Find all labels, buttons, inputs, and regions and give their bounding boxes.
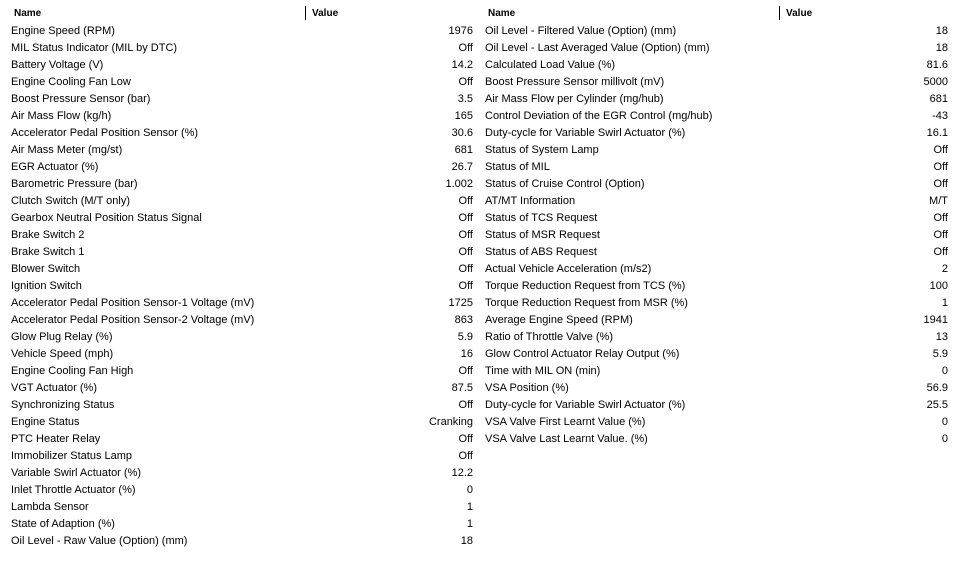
parameter-value: 1 (466, 501, 473, 513)
parameter-value: M/T (929, 195, 948, 207)
table-row[interactable] (482, 397, 952, 414)
parameter-name: Ignition Switch (11, 280, 82, 292)
parameter-name: Average Engine Speed (RPM) (485, 314, 633, 326)
parameter-value: Off (458, 280, 473, 292)
parameter-name: MIL Status Indicator (MIL by DTC) (11, 42, 178, 54)
parameter-value: Off (933, 212, 948, 224)
parameter-value: Off (458, 365, 473, 377)
parameter-value: 681 (454, 144, 473, 156)
parameter-value: 5.9 (932, 348, 948, 360)
column-resize-handle[interactable] (305, 6, 306, 20)
parameter-value: Off (933, 161, 948, 173)
table-row[interactable] (482, 91, 952, 108)
table-row[interactable] (8, 176, 478, 193)
name-column-header[interactable]: Name (488, 8, 516, 19)
parameter-value: 16 (460, 348, 473, 360)
parameter-value: 13 (935, 331, 948, 343)
parameter-name: Oil Level - Last Averaged Value (Option) (mm) (485, 42, 710, 54)
table-row[interactable] (8, 448, 478, 465)
parameter-value: Off (458, 42, 473, 54)
table-row[interactable] (482, 159, 952, 176)
parameter-name: EGR Actuator (%) (11, 161, 99, 173)
parameter-name: AT/MT Information (485, 195, 576, 207)
parameter-value: 165 (454, 110, 473, 122)
parameter-name: Accelerator Pedal Position Sensor-2 Voltage (mV) (11, 314, 255, 326)
table-row[interactable] (8, 295, 478, 312)
right-table-body (482, 23, 952, 448)
table-row[interactable] (8, 465, 478, 482)
table-row[interactable] (8, 414, 478, 431)
left-table-header (8, 4, 478, 22)
parameter-value: Off (458, 229, 473, 241)
table-row[interactable] (482, 108, 952, 125)
parameter-name: Control Deviation of the EGR Control (mg/hub) (485, 110, 713, 122)
name-column-header[interactable]: Name (14, 8, 42, 19)
parameter-name: Duty-cycle for Variable Swirl Actuator (%) (485, 127, 686, 139)
table-row[interactable] (482, 346, 952, 363)
table-row[interactable] (482, 329, 952, 346)
parameter-name: Oil Level - Filtered Value (Option) (mm) (485, 25, 677, 37)
parameter-name: Engine Speed (RPM) (11, 25, 115, 37)
parameter-name: Air Mass Meter (mg/st) (11, 144, 123, 156)
parameter-name: Status of ABS Request (485, 246, 597, 258)
parameter-name: Calculated Load Value (%) (485, 59, 616, 71)
parameter-name: Glow Control Actuator Relay Output (%) (485, 348, 680, 360)
parameter-value: 2 (941, 263, 948, 275)
parameter-value: Off (933, 229, 948, 241)
value-column-header[interactable]: Value (312, 8, 339, 19)
table-row[interactable] (8, 312, 478, 329)
parameter-value: 1 (941, 297, 948, 309)
parameter-name: Ratio of Throttle Valve (%) (485, 331, 613, 343)
table-row[interactable] (482, 74, 952, 91)
table-row[interactable] (8, 227, 478, 244)
value-column-header[interactable]: Value (786, 8, 813, 19)
parameter-name: Accelerator Pedal Position Sensor (%) (11, 127, 199, 139)
parameter-name: Air Mass Flow (kg/h) (11, 110, 112, 122)
parameter-value: Off (458, 450, 473, 462)
column-resize-handle[interactable] (779, 6, 780, 20)
parameter-name: VSA Position (%) (485, 382, 569, 394)
parameter-name: Status of MIL (485, 161, 550, 173)
table-row[interactable] (8, 23, 478, 40)
parameter-name: Brake Switch 1 (11, 246, 85, 258)
table-row[interactable] (8, 499, 478, 516)
table-row[interactable] (8, 516, 478, 533)
parameter-value: 0 (941, 433, 948, 445)
parameter-value: 12.2 (451, 467, 473, 479)
parameter-name: Engine Status (11, 416, 80, 428)
parameter-name: VSA Valve Last Learnt Value. (%) (485, 433, 648, 445)
table-row[interactable] (482, 210, 952, 227)
parameter-name: Barometric Pressure (bar) (11, 178, 138, 190)
parameter-name: Status of System Lamp (485, 144, 599, 156)
parameter-value: Off (458, 263, 473, 275)
parameter-value: 18 (935, 25, 948, 37)
parameter-value: -43 (932, 110, 948, 122)
parameter-value: 1 (466, 518, 473, 530)
parameter-value: 100 (929, 280, 948, 292)
parameter-value: Off (933, 246, 948, 258)
table-row[interactable] (482, 295, 952, 312)
parameter-name: Synchronizing Status (11, 399, 115, 411)
parameter-name: Brake Switch 2 (11, 229, 85, 241)
parameter-value: 25.5 (926, 399, 948, 411)
parameter-value: 5000 (923, 76, 948, 88)
left-table-body (8, 23, 478, 550)
parameter-value: 56.9 (926, 382, 948, 394)
parameter-name: Blower Switch (11, 263, 81, 275)
table-row[interactable] (8, 380, 478, 397)
parameter-value: 16.1 (926, 127, 948, 139)
parameter-name: VGT Actuator (%) (11, 382, 97, 394)
table-row[interactable] (8, 40, 478, 57)
parameter-value: Off (458, 433, 473, 445)
right-table-header (482, 4, 952, 22)
table-row[interactable] (8, 142, 478, 159)
parameter-name: Immobilizer Status Lamp (11, 450, 133, 462)
parameter-value: 681 (929, 93, 948, 105)
table-row[interactable] (8, 74, 478, 91)
parameter-name: Actual Vehicle Acceleration (m/s2) (485, 263, 652, 275)
parameter-value: 14.2 (451, 59, 473, 71)
parameter-value: Off (933, 178, 948, 190)
table-row[interactable] (482, 363, 952, 380)
parameter-name: Battery Voltage (V) (11, 59, 104, 71)
table-row[interactable] (482, 57, 952, 74)
parameter-name: Vehicle Speed (mph) (11, 348, 114, 360)
parameter-value: Off (458, 195, 473, 207)
parameter-value: 5.9 (457, 331, 473, 343)
table-row[interactable] (8, 108, 478, 125)
table-row[interactable] (482, 125, 952, 142)
parameter-value: 1976 (448, 25, 473, 37)
parameter-name: Glow Plug Relay (%) (11, 331, 113, 343)
parameter-name: Air Mass Flow per Cylinder (mg/hub) (485, 93, 664, 105)
parameter-value: Off (458, 246, 473, 258)
parameter-name: Status of TCS Request (485, 212, 598, 224)
table-row[interactable] (8, 159, 478, 176)
table-row[interactable] (482, 142, 952, 159)
parameter-name: Engine Cooling Fan High (11, 365, 134, 377)
table-row[interactable] (8, 533, 478, 550)
table-row[interactable] (482, 414, 952, 431)
left-data-table (8, 4, 478, 547)
parameter-value: 0 (466, 484, 473, 496)
parameter-name: Torque Reduction Request from TCS (%) (485, 280, 686, 292)
parameter-name: PTC Heater Relay (11, 433, 101, 445)
table-row[interactable] (482, 312, 952, 329)
table-row[interactable] (482, 380, 952, 397)
table-row[interactable] (8, 346, 478, 363)
parameter-name: Status of Cruise Control (Option) (485, 178, 645, 190)
parameter-value: Off (458, 76, 473, 88)
parameter-value: 1725 (448, 297, 473, 309)
table-row[interactable] (8, 397, 478, 414)
parameter-value: Cranking (428, 416, 473, 428)
table-row[interactable] (482, 40, 952, 57)
table-row[interactable] (482, 227, 952, 244)
table-row[interactable] (8, 431, 478, 448)
parameter-value: 81.6 (926, 59, 948, 71)
parameter-name: Duty-cycle for Variable Swirl Actuator (%) (485, 399, 686, 411)
table-row[interactable] (8, 278, 478, 295)
table-row[interactable] (8, 125, 478, 142)
table-row[interactable] (8, 57, 478, 74)
parameter-name: Gearbox Neutral Position Status Signal (11, 212, 202, 224)
parameter-value: 863 (454, 314, 473, 326)
parameter-value: 3.5 (457, 93, 473, 105)
table-row[interactable] (8, 91, 478, 108)
parameter-value: 1941 (923, 314, 948, 326)
table-row[interactable] (482, 23, 952, 40)
parameter-value: 0 (941, 416, 948, 428)
parameter-value: 18 (935, 42, 948, 54)
parameter-value: 0 (941, 365, 948, 377)
table-row[interactable] (8, 261, 478, 278)
parameter-name: Clutch Switch (M/T only) (11, 195, 130, 207)
parameter-name: VSA Valve First Learnt Value (%) (485, 416, 646, 428)
table-row[interactable] (8, 193, 478, 210)
table-row[interactable] (8, 244, 478, 261)
parameter-value: 18 (460, 535, 473, 547)
parameter-name: Torque Reduction Request from MSR (%) (485, 297, 688, 309)
parameter-name: Accelerator Pedal Position Sensor-1 Voltage (mV) (11, 297, 255, 309)
table-row[interactable] (482, 261, 952, 278)
parameter-name: Variable Swirl Actuator (%) (11, 467, 142, 479)
table-row[interactable] (8, 210, 478, 227)
table-row[interactable] (8, 329, 478, 346)
table-row[interactable] (482, 278, 952, 295)
table-row[interactable] (8, 482, 478, 499)
parameter-value: 87.5 (451, 382, 473, 394)
table-row[interactable] (482, 244, 952, 261)
parameter-name: Inlet Throttle Actuator (%) (11, 484, 136, 496)
parameter-name: Status of MSR Request (485, 229, 600, 241)
parameter-name: Time with MIL ON (min) (485, 365, 601, 377)
right-data-table (482, 4, 952, 445)
table-row[interactable] (8, 363, 478, 380)
parameter-name: Oil Level - Raw Value (Option) (mm) (11, 535, 188, 547)
table-row[interactable] (482, 193, 952, 210)
parameter-name: Engine Cooling Fan Low (11, 76, 131, 88)
parameter-value: 26.7 (451, 161, 473, 173)
parameter-name: State of Adaption (%) (11, 518, 115, 530)
table-row[interactable] (482, 176, 952, 193)
parameter-value: Off (933, 144, 948, 156)
parameter-name: Lambda Sensor (11, 501, 89, 513)
table-row[interactable] (482, 431, 952, 448)
parameter-value: Off (458, 212, 473, 224)
parameter-name: Boost Pressure Sensor millivolt (mV) (485, 76, 665, 88)
parameter-name: Boost Pressure Sensor (bar) (11, 93, 151, 105)
parameter-value: 30.6 (451, 127, 473, 139)
parameter-value: 1.002 (445, 178, 473, 190)
parameter-value: Off (458, 399, 473, 411)
